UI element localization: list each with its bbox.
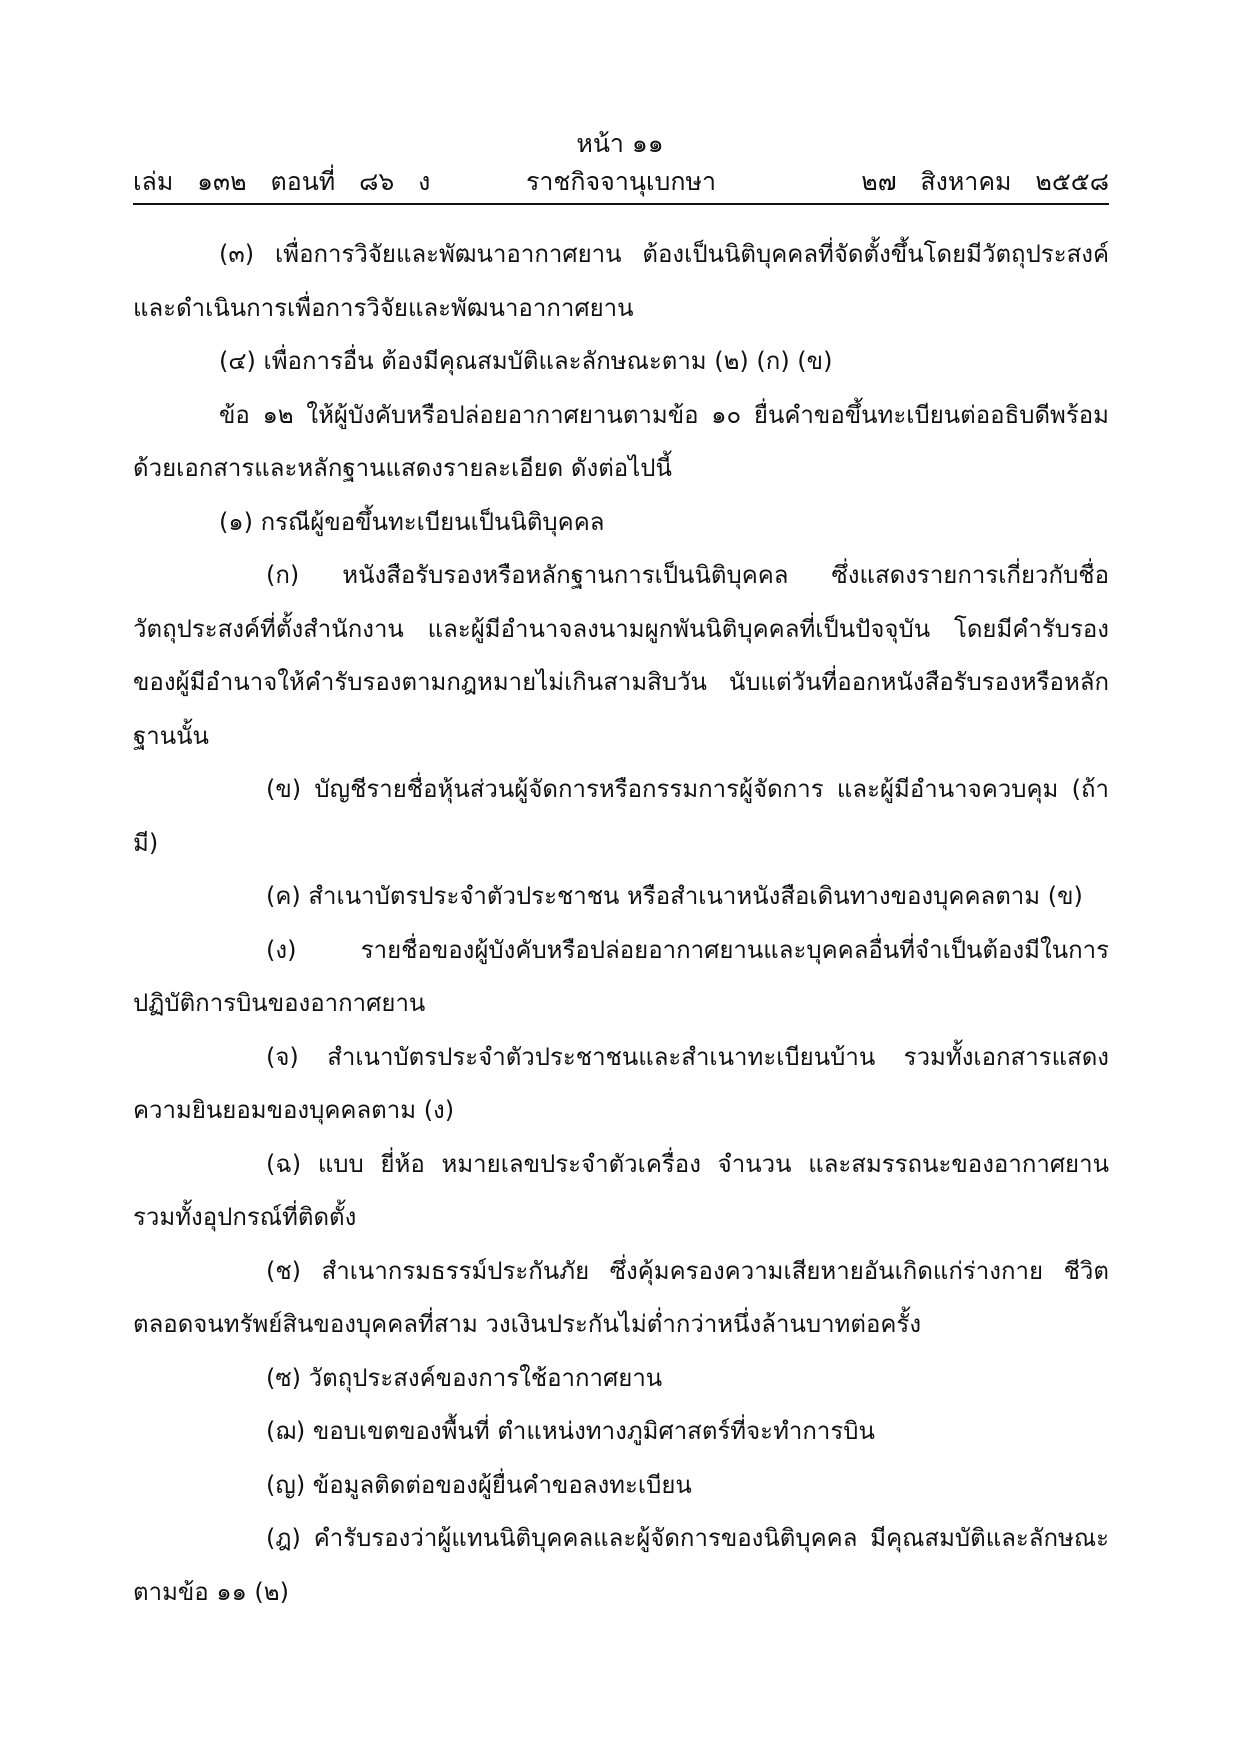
- header-volume-issue: เล่ม ๑๓๒ ตอนที่ ๘๖ ง: [133, 167, 431, 196]
- header-date: ๒๗ สิงหาคม ๒๕๕๘: [861, 167, 1109, 196]
- item-chho: (ฉ) แบบ ยี่ห้อ หมายเลขประจำตัวเครื่อง จำนวน และสมรรถนะของอากาศยาน รวมทั้งอุปกรณ์ที่ติดตั้ง: [133, 1149, 1109, 1231]
- item-yo: (ญ) ข้อมูลติดต่อของผู้ยื่นคำขอลงทะเบียน: [266, 1470, 692, 1499]
- header-divider: [133, 203, 1109, 205]
- item-kho: (ข) บัญชีรายชื่อหุ้นส่วนผู้จัดการหรือกรรมการผู้จัดการ และผู้มีอำนาจควบคุม (ถ้ามี): [133, 775, 1109, 857]
- item-do-chada: (ฎ) คำรับรองว่าผู้แทนนิติบุคคลและผู้จัดการของนิติบุคคล มีคุณสมบัติและลักษณะตามข้อ ๑๑ (๒): [133, 1524, 1109, 1606]
- item-cho-chang: (ช) สำเนากรมธรรม์ประกันภัย ซึ่งคุ้มครองความเสียหายอันเกิดแก่ร่างกาย ชีวิต ตลอดจนทรัพย์สินของบุคคลที่สาม วงเงินประกันไม่ต่ำกว่าหนึ่งล้านบาทต่อครั้ง: [133, 1256, 1109, 1338]
- item-ngo: (ง) รายชื่อของผู้บังคับหรือปล่อยอากาศยานและบุคคลอื่นที่จำเป็นต้องมีในการปฏิบัติการบินของอากาศยาน: [133, 935, 1109, 1017]
- clause-1-juristic-person: (๑) กรณีผู้ขอขึ้นทะเบียนเป็นนิติบุคคล: [219, 507, 605, 536]
- item-kho-khwai: (ค) สำเนาบัตรประจำตัวประชาชน หรือสำเนาหนังสือเดินทางของบุคคลตาม (ข): [266, 882, 1083, 910]
- item-cho: (จ) สำเนาบัตรประจำตัวประชาชนและสำเนาทะเบียนบ้าน รวมทั้งเอกสารแสดงความยินยอมของบุคคลตาม (ง): [133, 1042, 1109, 1124]
- item-ko: (ก) หนังสือรับรองหรือหลักฐานการเป็นนิติบุคคล ซึ่งแสดงรายการเกี่ยวกับชื่อ วัตถุประสงค์ที่ตั้งสำนักงาน และผู้มีอำนาจลงนามผูกพันนิติบุคคลที่เป็นปัจจุบัน โดยมีคำรับรองของผู้มีอำนาจให้คำรับรองตามกฎหมายไม่เกินสามสิบวัน นับแต่วันที่ออกหนังสือรับรองหรือหลักฐานนั้น: [133, 561, 1109, 750]
- header-publication: ราชกิจจานุเบกษา: [525, 167, 717, 196]
- item-cho-choe: (ฌ) ขอบเขตของพื้นที่ ตำแหน่งทางภูมิศาสตร์ที่จะทำการบิน: [266, 1417, 875, 1445]
- clause-4-other: (๔) เพื่อการอื่น ต้องมีคุณสมบัติและลักษณะตาม (๒) (ก) (ข): [219, 347, 833, 375]
- document-body: [133, 228, 1109, 1619]
- page-number: หน้า ๑๑: [576, 129, 664, 158]
- item-so: (ซ) วัตถุประสงค์ของการใช้อากาศยาน: [266, 1363, 663, 1392]
- article-12: ข้อ ๑๒ ให้ผู้บังคับหรือปล่อยอากาศยานตามข้อ ๑๐ ยื่นคำขอขึ้นทะเบียนต่ออธิบดีพร้อมด้วยเอกสารและหลักฐานแสดงรายละเอียด ดังต่อไปนี้: [133, 400, 1109, 482]
- gazette-header: [133, 166, 1109, 202]
- clause-3-research: (๓) เพื่อการวิจัยและพัฒนาอากาศยาน ต้องเป็นนิติบุคคลที่จัดตั้งขึ้นโดยมีวัตถุประสงค์และดำเนินการเพื่อการวิจัยและพัฒนาอากาศยาน: [133, 240, 1109, 322]
